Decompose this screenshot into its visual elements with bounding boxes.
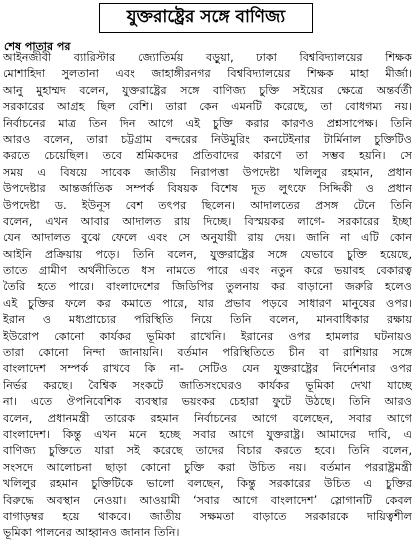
body-line: আইনজীবী ব্যারিস্টার জ্যোতির্ময় বড়ুয়া, ঢাকা বিশ্ববিদ্যালয়ের শিক্ষক	[3, 51, 412, 64]
body-line: বলেন, প্রধানমন্ত্রী তারেক রহমান নির্বাচনের আগে বলেছেন, সবার আগে	[3, 411, 412, 425]
continued-label: শেষ পাতার পর	[4, 40, 71, 53]
body-line: আইনি প্রক্রিয়ায় পড়ে। তিনি বলেন, যুক্তরাষ্ট্রের সঙ্গে যেভাবে চুক্তি হয়েছে,	[3, 247, 412, 261]
body-line: সময় এ বিষয়ে সাবেক জাতীয় নিরাপত্তা উপদেষ্টা খলিলুর রহমান, প্রধান	[3, 165, 412, 179]
body-line: মোশাহিদা সুলতানা এবং জাহাঙ্গীরনগর বিশ্ববিদ্যালয়ের শিক্ষক মাহা মীর্জা।	[3, 67, 412, 81]
body-line: বাণিজ্য চুক্তিতে যারা সই করেছে তাদের বিচার করতে হবে। তিনি বলেন,	[3, 444, 412, 458]
body-line: নির্বাচনের মাত্র তিন দিন আগে এই চুক্তি করার কারণও প্রশ্নসাপেক্ষ। তিনি	[3, 116, 412, 130]
body-line: বাংলাদেশ সম্পর্ক রাখবে কি না- সেটিও যেন যুক্তরাষ্ট্রের নির্দেশনার ওপর	[3, 362, 412, 376]
body-line: উপদেষ্টা ড. ইউনূস বেশ তৎপর ছিলেন। আদালতের প্রসঙ্গ টেনে তিনি	[3, 198, 412, 212]
headline: যুক্তরাষ্ট্রের সঙ্গে বাণিজ্য	[126, 7, 286, 27]
body-line: আরও বলেন, তারা চট্টগ্রাম বন্দরের নিউমুরিং কনটেইনার টার্মিনাল চুক্তিটিও	[3, 132, 412, 146]
body-line: ভূমিকা পালনের আহ্বানও জানান তিনি।	[3, 526, 180, 540]
body-line: সরকারের আগ্রহ ছিল বেশি। তারা কেন এমনটি করেছে, তা বোধগম্য নয়।	[3, 100, 412, 114]
body-line: যেন আদালত বুঝে ফেলে এবং সে অনুযায়ী রায় দেয়। জানি না এটি কোন	[3, 231, 412, 245]
body-line: করতে চেয়েছিল। তবে শ্রমিকদের প্রতিবাদের কারণে তা সম্ভব হয়নি। সে	[3, 149, 412, 163]
body-line: নির্ভর করছে। বৈশ্বিক সংকটে জাতিসংঘেরও কার্যকর ভূমিকা দেখা যাচ্ছে	[3, 378, 412, 392]
headline-box	[99, 3, 313, 33]
body-line: বলেন, এখন আবার আদালত রায় দিচ্ছে। বিস্ময়কর লাগে- সরকারের ইচ্ছা	[3, 214, 412, 228]
body-line: তারা কোনো নিন্দা জানায়নি। বর্তমান পরিস্থিতিতে চীন বা রাশিয়ার সঙ্গে	[3, 346, 412, 360]
body-line: বাংলাদেশ। কিন্তু এখন মনে হচ্ছে সবার আগে যুক্তরাষ্ট্র। আমাদের দাবি, এ	[3, 427, 412, 441]
body-line: তৈরি হতে পারে। বাংলাদেশের জিডিপির তুলনায় কর বাড়ানো জরুরি হলেও	[3, 280, 412, 294]
body-line: সংসদে আলোচনা ছাড়া কোনো চুক্তি করা উচিত নয়। বর্তমান পররাষ্ট্রমন্ত্রী	[3, 460, 412, 474]
body-line: আনু মুহাম্মদ বলেন, যুক্তরাষ্ট্রের সঙ্গে বাণিজ্য চুক্তি সইয়ের ক্ষেত্রে অন্তর্বর্তী	[3, 83, 412, 97]
body-line: বাগাড়ম্বর হয়ে থাকবে। জাতীয় সক্ষমতা বাড়াতে সরকারকে দায়িত্বশীল	[3, 509, 412, 523]
body-line: ইরান ও মধ্যপ্রাচ্যের পরিস্থিতি নিয়ে তিনি বলেন, মানবাধিকার রক্ষায়	[3, 313, 412, 327]
body-line: এই চুক্তির ফলে কর কমাতে পারে, যার প্রভাব পড়বে সাধারণ মানুষের ওপর।	[3, 296, 412, 310]
body-line: না। এতে ঔপনিবেশিক ব্যবস্থার ভয়ংকর চেহারা ফুটে উঠছে। তিনি আরও	[3, 395, 412, 409]
body-line: বিরুদ্ধে অবস্থান নেওয়া। আওয়ামী ‘সবার আগে বাংলাদেশ’ স্লোগানটি কেবল	[3, 493, 412, 507]
body-line: তাতে গ্রামীণ অর্থনীতিতে ধস নামতে পারে এবং নতুন করে ভয়াবহ বেকারত্ব	[3, 264, 412, 278]
article-body	[3, 50, 412, 542]
body-line: খলিলুর রহমান চুক্তিটিকে ভালো বলছেন, কিন্তু সরকারের উচিত এ চুক্তির	[3, 477, 412, 491]
body-line: ইউরোপ কোনো কার্যকর ভূমিকা রাখেনি। ইরানের ওপর হামলার ঘটনায়ও	[3, 329, 412, 343]
body-line: উপদেষ্টার আন্তর্জাতিক সম্পর্ক বিষয়ক বিশেষ দূত লুৎফে সিদ্দিকী ও প্রধান	[3, 182, 412, 196]
